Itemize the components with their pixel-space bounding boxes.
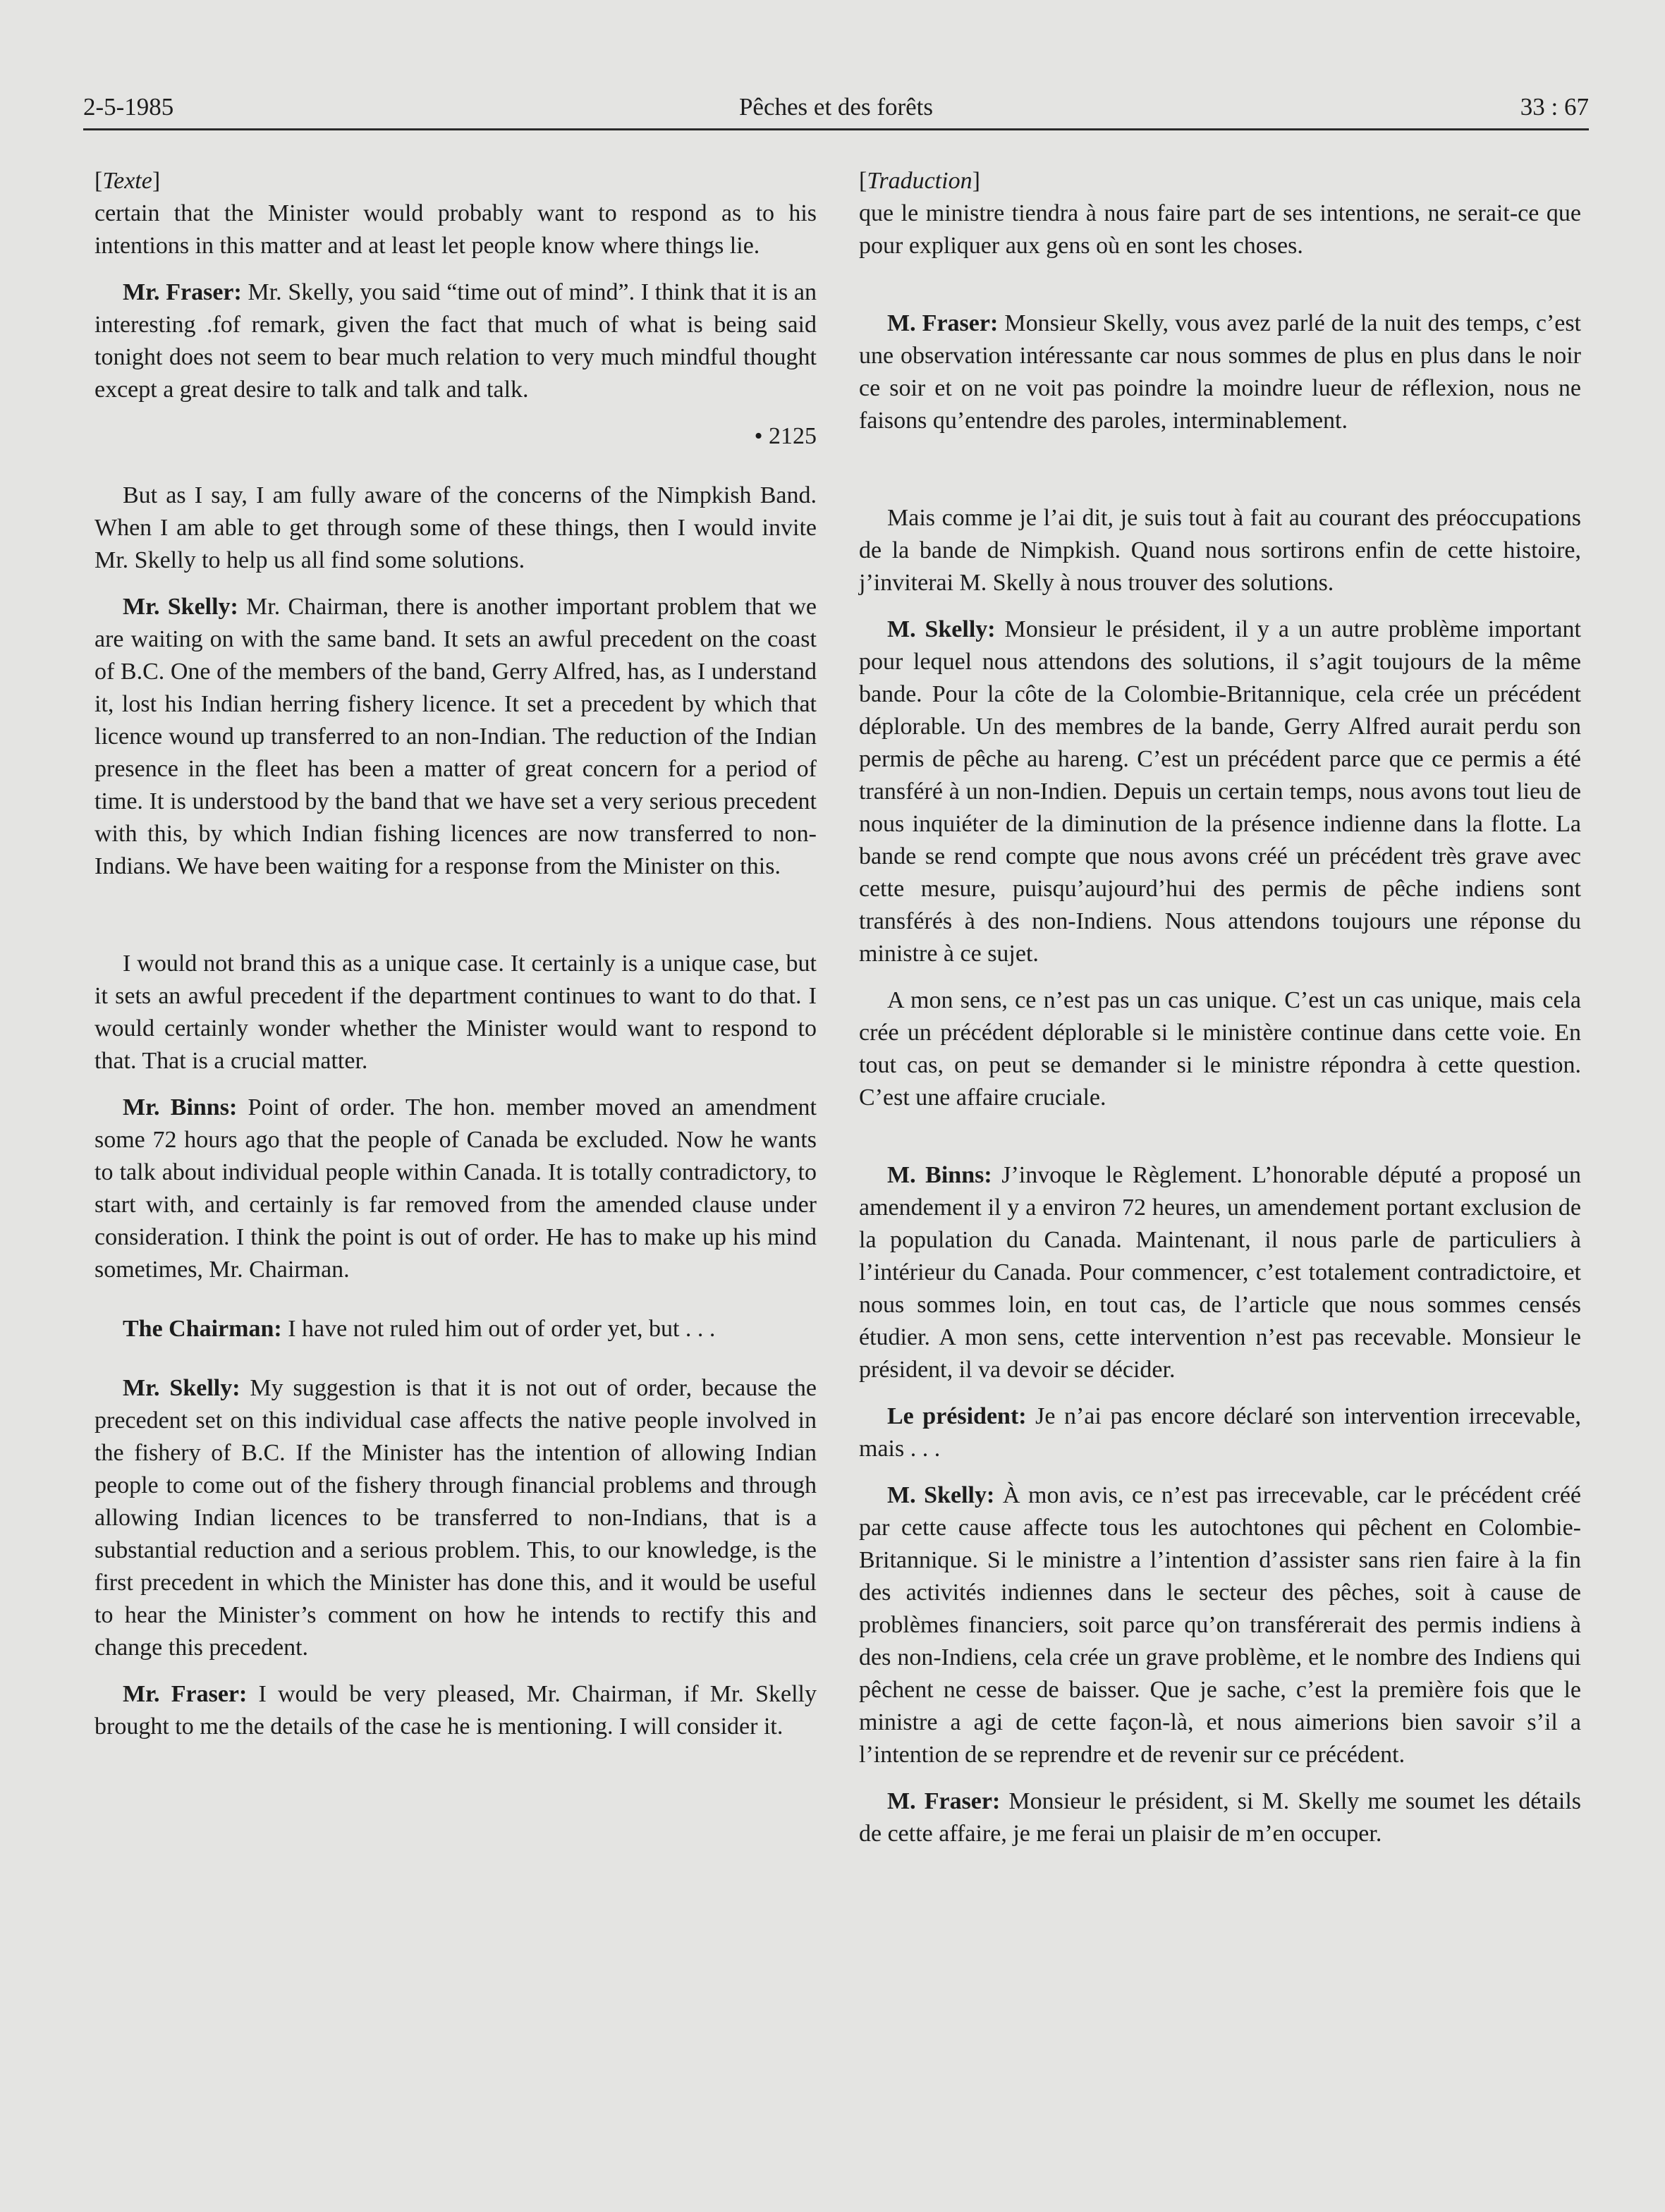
speaker-name: Mr. Binns: bbox=[123, 1094, 238, 1120]
paragraph: But as I say, I am fully aware of the concerns of the Nimpkish Band. When I am able to get through some of these things, then I would invite Mr. Skelly to help us all find some solutions. bbox=[94, 482, 817, 573]
time-marker: • 2125 bbox=[754, 423, 817, 449]
speech-text: Monsieur le président, si M. Skelly me soumet les détails de cette affaire, je me ferai un plaisir de m’en occuper. bbox=[859, 1788, 1582, 1847]
speaker-name: The Chairman: bbox=[123, 1316, 282, 1342]
section-tag-label: Texte bbox=[102, 168, 152, 194]
speech-text: Je n’ai pas encore déclaré son intervention irrecevable, mais . . . bbox=[859, 1403, 1581, 1462]
running-header bbox=[83, 87, 1589, 130]
paragraph bbox=[859, 1785, 1581, 1850]
speaker-name: M. Binns: bbox=[887, 1162, 992, 1188]
section-tag: [Texte] bbox=[94, 168, 161, 194]
header-date: 2-5-1985 bbox=[83, 93, 174, 121]
speaker-name: Mr. Fraser: bbox=[123, 1681, 248, 1707]
speech-text: J’invoque le Règlement. L’honorable député a proposé un amendement il y a environ 72 heures, un amendement portant exclusion de la population du Canada. Maintenant, il nous parle de particuliers à l’intérieur du Canada. Pour commencer, c’est totalement contradictoire, et nous sommes loin, en tout cas, de l’article que nous sommes censés étudier. A mon sens, cette intervention n’est pas recevable. Monsieur le président, il va devoir se décider. bbox=[859, 1162, 1581, 1383]
header-title: Pêches et des forêts bbox=[738, 93, 934, 121]
speaker-name: Mr. Fraser: bbox=[123, 279, 242, 305]
speech-text: Monsieur Skelly, vous avez parlé de la nuit des temps, c’est une observation intéressante car nous sommes de plus en plus dans le noir ce soir et on ne voit pas poindre la moindre lueur de réflexion, nous ne faisons qu’entendre des paroles, interminablement. bbox=[859, 310, 1581, 434]
speaker-name: Le président: bbox=[887, 1403, 1027, 1429]
speech-text: I have not ruled him out of order yet, but . . . bbox=[281, 1316, 716, 1342]
speaker-name: M. Fraser: bbox=[887, 1788, 1001, 1814]
section-tag-label: Traduction bbox=[867, 168, 972, 194]
paragraph: que le ministre tiendra à nous faire part de ses intentions, ne serait-ce que pour expliquer aux gens où en sont les choses. bbox=[859, 200, 1581, 259]
speaker-name: M. Skelly: bbox=[887, 1482, 995, 1508]
paragraph bbox=[859, 307, 1581, 437]
paragraph: Mais comme je l’ai dit, je suis tout à fait au courant des préoccupations de la bande de Nimpkish. Quand nous sortirons enfin de cette histoire, j’inviterai M. Skelly à nous trouver des solutions. bbox=[859, 505, 1581, 596]
speaker-name: Mr. Skelly: bbox=[123, 1375, 240, 1401]
paragraph bbox=[94, 591, 817, 883]
paragraph bbox=[94, 1092, 817, 1286]
section-tag: [Traduction] bbox=[859, 168, 980, 194]
paragraph bbox=[94, 1678, 817, 1743]
speech-text: À mon avis, ce n’est pas irrecevable, car le précédent créé par cette cause affecte tous les autochtones qui pêchent en Colombie-Britannique. Si le ministre a l’intention d’assister sans rien faire à la fin des activités indiennes dans le secteur des pêches, soit à cause de problèmes financiers, soit parce qu’on transférerait des permis indiens à des non-Indiens, cela crée un grave problème, et le nombre des Indiens qui pêchent ne cesse de baisser. Que je sache, c’est la première fois que le ministre a agi de cette façon-là, et nous aimerions bien savoir s’il a l’intention de se reprendre et de revenir sur ce précédent. bbox=[859, 1482, 1581, 1768]
paragraph: certain that the Minister would probably want to respond as to his intentions in this matter and at least let people know where things lie. bbox=[94, 200, 817, 259]
english-column bbox=[94, 165, 817, 1743]
paragraph bbox=[94, 1313, 817, 1345]
paragraph bbox=[859, 1159, 1581, 1386]
header-page-number: 33 : 67 bbox=[1520, 93, 1589, 121]
paragraph bbox=[94, 1372, 817, 1664]
paragraph bbox=[94, 276, 817, 406]
speech-text: Mr. Skelly, you said “time out of mind”. I think that it is an interesting .fof remark, given the fact that much of what is being said tonight does not seem to bear much relation to very much mindful thought except a great desire to talk and talk and talk. bbox=[94, 279, 817, 403]
paragraph bbox=[859, 613, 1581, 970]
speaker-name: M. Fraser: bbox=[887, 310, 999, 336]
speech-text: Monsieur le président, il y a un autre problème important pour lequel nous attendons des solutions, il s’agit toujours de la même bande. Pour la côte de la Colombie-Britannique, cela crée un précédent déplorable. Un des membres de la bande, Gerry Alfred aurait perdu son permis de pêche au hareng. C’est un précédent parce que ce permis a été transféré à un non-Indien. Depuis un certain temps, nous avons tout lieu de nous inquiéter de la diminution de la présence indienne dans la flotte. La bande se rend compte que nous avons créé un précédent très grave avec cette mesure, puisqu’aujourd’hui des permis de pêche indiens sont transférés à des non-Indiens. Nous attendons toujours une réponse du ministre à ce sujet. bbox=[859, 616, 1582, 967]
speech-text: I would be very pleased, Mr. Chairman, if Mr. Skelly brought to me the details of the case he is mentioning. I will consider it. bbox=[94, 1681, 817, 1740]
paragraph: A mon sens, ce n’est pas un cas unique. C’est un cas unique, mais cela crée un précédent déplorable si le ministère continue dans cette voie. En tout cas, on peut se demander si le ministre répondra à cette question. C’est une affaire cruciale. bbox=[859, 987, 1581, 1111]
paragraph bbox=[859, 1400, 1581, 1465]
speaker-name: Mr. Skelly: bbox=[123, 594, 238, 620]
french-column bbox=[859, 165, 1581, 1850]
paragraph: I would not brand this as a unique case. It certainly is a unique case, but it sets an awful precedent if the department continues to want to do that. I would certainly wonder whether the Minister would want to respond to that. That is a crucial matter. bbox=[94, 951, 817, 1074]
speaker-name: M. Skelly: bbox=[887, 616, 996, 642]
speech-text: Mr. Chairman, there is another important problem that we are waiting on with the same band. It sets an awful precedent on the coast of B.C. One of the members of the band, Gerry Alfred, has, as I understand it, lost his Indian herring fishery licence. It set a precedent by which that licence wound up transferred to an non-Indian. The reduction of the Indian presence in the fleet has been a matter of great concern for a period of time. It is understood by the band that we have set a very serious precedent with this, by which Indian fishing licences are now transferred to non-Indians. We have been waiting for a response from the Minister on this. bbox=[94, 594, 817, 879]
speech-text: My suggestion is that it is not out of order, because the precedent set on this individual case affects the native people involved in the fishery of B.C. If the Minister has the intention of allowing Indian people to come out of the fishery through financial problems and through allowing Indian licences to be transferred to non-Indians, that is a substantial reduction and a serious problem. This, to our knowledge, is the first precedent in which the Minister has done this, and it would be useful to hear the Minister’s comment on how he intends to rectify this and change this precedent. bbox=[94, 1375, 817, 1661]
paragraph bbox=[859, 1479, 1581, 1771]
speech-text: Point of order. The hon. member moved an amendment some 72 hours ago that the people of Canada be excluded. Now he wants to talk about individual people within Canada. It is totally contradictory, to start with, and certainly is far removed from the amended clause under consideration. I think the point is out of order. He has to make up his mind sometimes, Mr. Chairman. bbox=[94, 1094, 817, 1283]
